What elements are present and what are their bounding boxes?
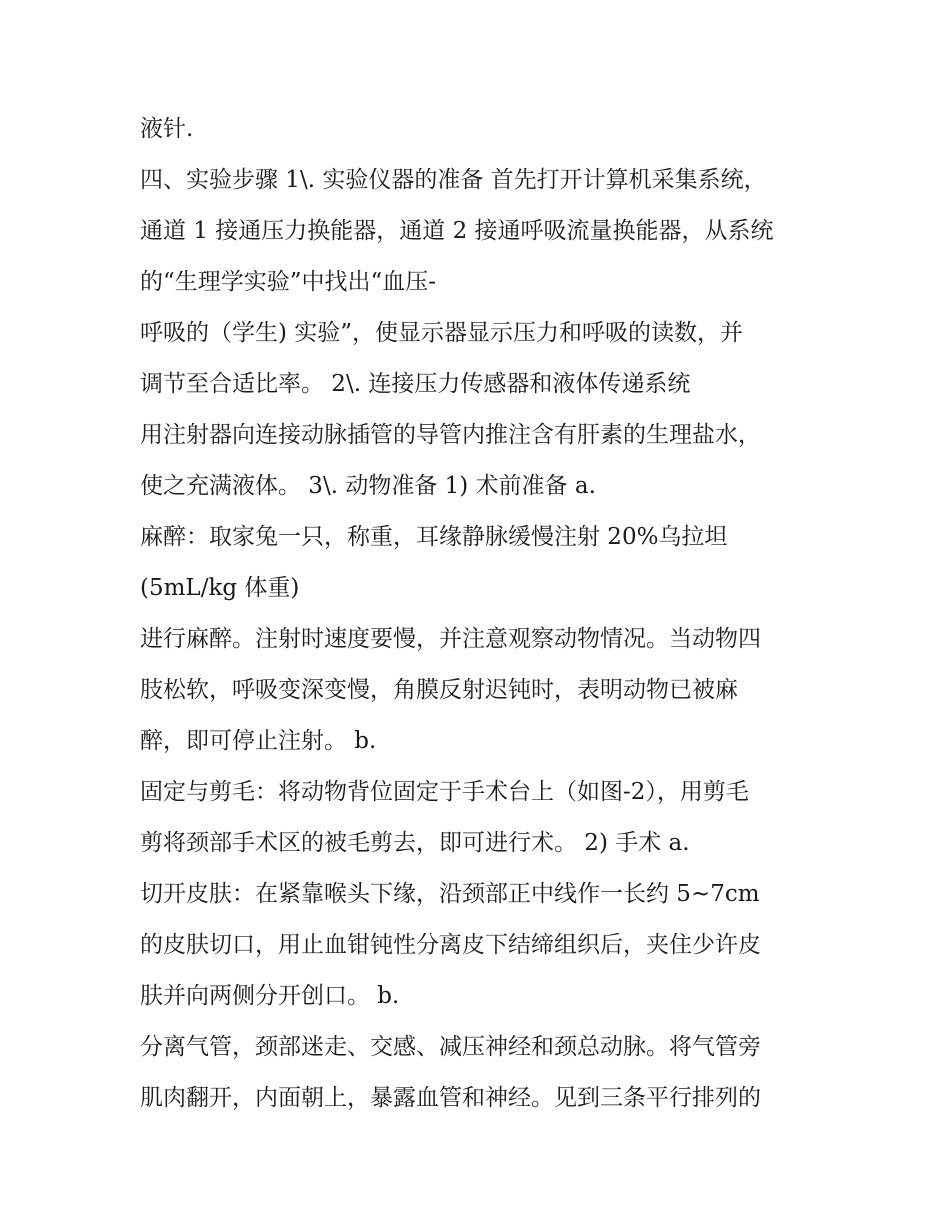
text-line: 呼吸的（学生) 实验”，使显示器显示压力和呼吸的读数，并 bbox=[140, 320, 744, 346]
text-line: 使之充满液体。 3\. 动物准备 1) 术前准备 a. bbox=[140, 473, 596, 499]
text-line: 分离气管，颈部迷走、交感、减压神经和颈总动脉。将气管旁 bbox=[140, 1034, 761, 1060]
text-line: 肢松软，呼吸变深变慢，角膜反射迟钝时，表明动物已被麻 bbox=[140, 677, 738, 703]
text-line: 固定与剪毛：将动物背位固定于手术台上（如图-2），用剪毛 bbox=[140, 779, 749, 805]
text-line: 用注射器向连接动脉插管的导管内推注含有肝素的生理盐水， bbox=[140, 422, 761, 448]
text-line: 通道 1 接通压力换能器，通道 2 接通呼吸流量换能器，从系统 bbox=[140, 218, 774, 244]
text-line: (5mL/kg 体重) bbox=[140, 575, 300, 601]
text-line: 的皮肤切口，用止血钳钝性分离皮下结缔组织后，夹住少许皮 bbox=[140, 932, 761, 958]
text-line: 醉，即可停止注射。 b. bbox=[140, 728, 377, 754]
text-line: 液针. bbox=[140, 116, 194, 142]
text-line: 麻醉：取家兔一只，称重，耳缘静脉缓慢注射 20%乌拉坦 bbox=[140, 524, 728, 550]
text-line: 调节至合适比率。 2\. 连接压力传感器和液体传递系统 bbox=[140, 371, 691, 397]
text-line: 肌肉翻开，内面朝上，暴露血管和神经。见到三条平行排列的 bbox=[140, 1085, 761, 1111]
text-line: 进行麻醉。注射时速度要慢，并注意观察动物情况。当动物四 bbox=[140, 626, 761, 652]
text-line: 的“生理学实验”中找出“血压- bbox=[140, 269, 437, 295]
text-line: 切开皮肤：在紧靠喉头下缘，沿颈部正中线作一长约 5~7cm bbox=[140, 881, 760, 907]
text-line: 剪将颈部手术区的被毛剪去，即可进行术。 2) 手术 a. bbox=[140, 830, 690, 856]
text-line: 肤并向两侧分开创口。 b. bbox=[140, 983, 400, 1009]
document-body bbox=[140, 108, 830, 1128]
text-line: 四、实验步骤 1\. 实验仪器的准备 首先打开计算机采集系统， bbox=[140, 167, 767, 193]
